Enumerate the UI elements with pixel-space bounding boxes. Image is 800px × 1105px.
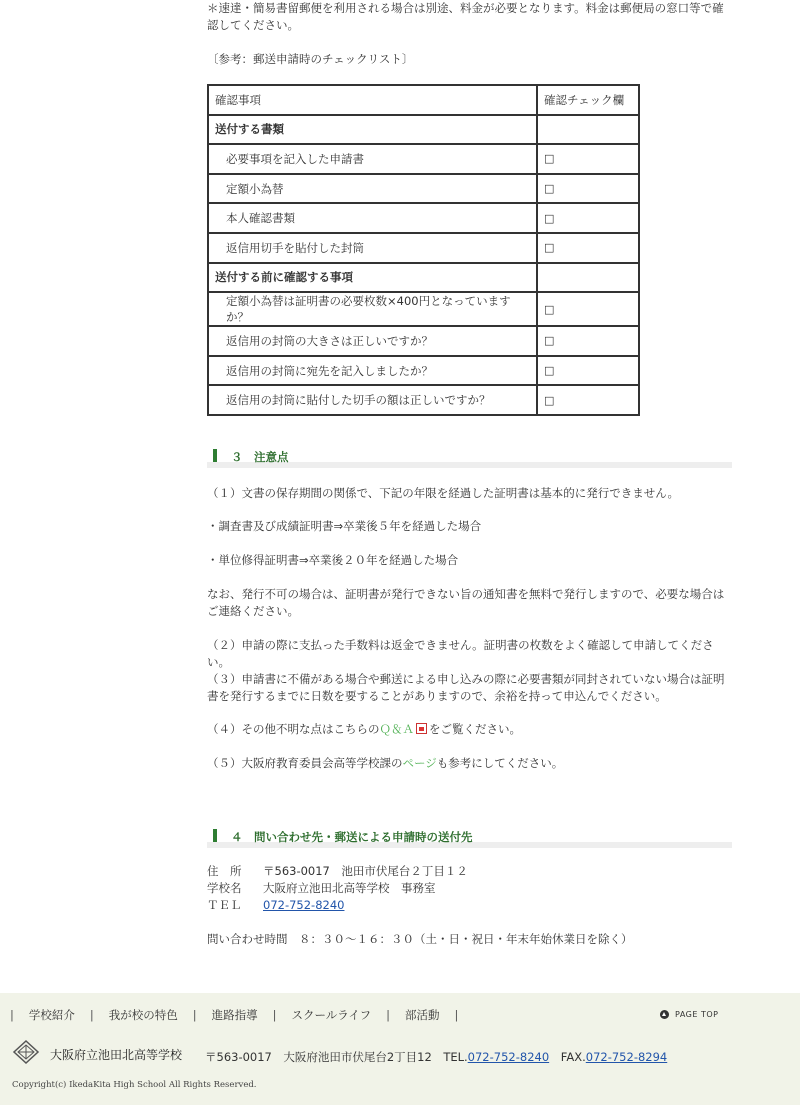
check-item: 定額小為替は証明書の必要枚数×400円となっていますか？ <box>208 292 537 326</box>
checkbox-cell: □ <box>537 144 639 174</box>
checkbox-cell: □ <box>537 385 639 415</box>
table-row <box>208 356 639 386</box>
table-row <box>208 203 639 233</box>
table-row <box>208 174 639 204</box>
page-text-post: も参考にしてください。 <box>436 756 564 770</box>
check-item: 返信用切手を貼付した封筒 <box>208 233 537 263</box>
contact-address <box>207 863 468 914</box>
check-item: 返信用の封筒の大きさは正しいですか？ <box>208 326 537 356</box>
group-title-cell: 送付する書類 <box>208 115 537 145</box>
footer-school-name: 大阪府立池田北高等学校 <box>50 1048 183 1062</box>
address-row <box>207 863 468 880</box>
footer-address-text: 〒563-0017 大阪府池田市伏尾台2丁目12 TEL. <box>205 1050 468 1064</box>
section-3-heading <box>207 445 732 468</box>
notice-paragraph-1: （１）文書の保存期間の関係で、下記の年限を経過した証明書は基本的に発行できません。 <box>207 486 679 500</box>
nav-separator: | <box>386 1008 390 1022</box>
checkbox-cell: □ <box>537 356 639 386</box>
footer-nav-clubs[interactable]: 部活動 <box>404 1008 440 1022</box>
school-value: 大阪府立池田北高等学校 事務室 <box>263 881 436 895</box>
section-3-title: ３ 注意点 <box>231 450 289 464</box>
address-label: 住 所 <box>207 864 242 878</box>
section-4-heading <box>207 825 732 848</box>
table-row <box>208 385 639 415</box>
board-page-link[interactable]: ページ <box>402 756 437 770</box>
nav-separator: | <box>10 1008 14 1022</box>
contact-hours: 問い合わせ時間 ８：３０～１６：３０（土・日・祝日・年末年始休業日を除く） <box>207 932 633 946</box>
pdf-icon <box>416 723 427 734</box>
qa-link[interactable]: Ｑ＆Ａ <box>379 722 414 736</box>
arrow-up-icon <box>660 1010 669 1019</box>
notice-paragraph-7 <box>207 721 732 738</box>
nav-separator: | <box>272 1008 277 1022</box>
address-value: 〒563-0017 池田市伏尾台２丁目１２ <box>263 864 468 878</box>
notice-paragraph-5: （２）申請の際に支払った手数料は返金できません。証明書の枚数をよく確認して申請してください。 <box>207 638 714 669</box>
footer-tel-link[interactable]: 072-752-8240 <box>467 1050 550 1064</box>
check-item: 必要事項を記入した申請書 <box>208 144 537 174</box>
table-group-row <box>208 115 639 145</box>
notice-paragraph-3: ・単位修得証明書⇒卒業後２０年を経過した場合 <box>207 553 459 567</box>
footer-nav <box>10 1007 473 1023</box>
school-row <box>207 880 468 897</box>
nav-separator: | <box>89 1008 94 1022</box>
table-row <box>208 326 639 356</box>
school-label: 学校名 <box>207 881 242 895</box>
notice-paragraph-8 <box>207 755 732 772</box>
footer-nav-school-intro[interactable]: 学校紹介 <box>28 1008 75 1022</box>
check-item: 返信用の封筒に宛先を記入しましたか？ <box>208 356 537 386</box>
tel-link[interactable]: 072-752-8240 <box>263 898 345 912</box>
table-row <box>208 292 639 326</box>
check-item: 本人確認書類 <box>208 203 537 233</box>
tel-label: ＴＥＬ <box>207 898 242 912</box>
notice-paragraph-4: なお、発行不可の場合は、証明書が発行できない旨の通知書を無料で発行しますので、必要な場合はご連絡ください。 <box>207 587 725 618</box>
footer-nav-school-life[interactable]: スクールライフ <box>291 1008 372 1022</box>
check-item: 定額小為替 <box>208 174 537 204</box>
nav-separator: | <box>454 1008 459 1022</box>
table-group-row <box>208 263 639 293</box>
heading-bar <box>213 829 217 842</box>
mail-checklist-table <box>207 84 640 416</box>
footer-fax-link[interactable]: 072-752-8294 <box>585 1050 668 1064</box>
nav-separator: | <box>192 1008 197 1022</box>
section-4-title: ４ 問い合わせ先・郵送による申請時の送付先 <box>231 830 473 844</box>
table-row <box>208 144 639 174</box>
page-top-button[interactable] <box>660 1010 718 1019</box>
notice-paragraph-6: （３）申請書に不備がある場合や郵送による申し込みの際に必要書類が同封されていない場合は証明書を発行するまでに日数を要することがありますので、余裕を持って申込んでください。 <box>207 672 725 703</box>
tel-row <box>207 897 468 914</box>
page-top-label: PAGE TOP <box>675 1010 719 1019</box>
site-footer <box>0 993 800 1105</box>
checkbox-cell: □ <box>537 292 639 326</box>
checkbox-cell: □ <box>537 233 639 263</box>
school-emblem-icon <box>12 1039 40 1065</box>
empty-cell <box>537 263 639 293</box>
footer-fax-label: FAX. <box>560 1050 586 1064</box>
express-mail-note: ＊速達・簡易書留郵便を利用される場合は別途、料金が必要となります。料金は郵便局の窓口等で確認してください。 <box>207 1 724 32</box>
qa-text-pre: （４）その他不明な点はこちらの <box>207 722 380 736</box>
footer-nav-career[interactable]: 進路指導 <box>211 1008 258 1022</box>
checkbox-cell: □ <box>537 174 639 204</box>
header-check-cell: 確認チェック欄 <box>537 85 639 115</box>
checklist-reference-title: 〔参考：郵送申請時のチェックリスト〕 <box>207 52 414 66</box>
footer-nav-features[interactable]: 我が校の特色 <box>108 1008 178 1022</box>
empty-cell <box>537 115 639 145</box>
heading-bar <box>213 449 217 462</box>
table-row <box>208 233 639 263</box>
table-header-row <box>208 85 639 115</box>
checkbox-cell: □ <box>537 326 639 356</box>
copyright: Copyright(c) IkedaKita High School All Rights Reserved. <box>12 1080 257 1090</box>
notice-paragraph-2: ・調査書及び成績証明書⇒卒業後５年を経過した場合 <box>207 519 482 533</box>
page-text-pre: （５）大阪府教育委員会高等学校課の <box>207 756 403 770</box>
group-title-cell: 送付する前に確認する事項 <box>208 263 537 293</box>
footer-address <box>205 1049 667 1065</box>
qa-text-post: をご覧ください。 <box>429 722 521 736</box>
checkbox-cell: □ <box>537 203 639 233</box>
header-item-cell: 確認事項 <box>208 85 537 115</box>
check-item: 返信用の封筒に貼付した切手の額は正しいですか？ <box>208 385 537 415</box>
